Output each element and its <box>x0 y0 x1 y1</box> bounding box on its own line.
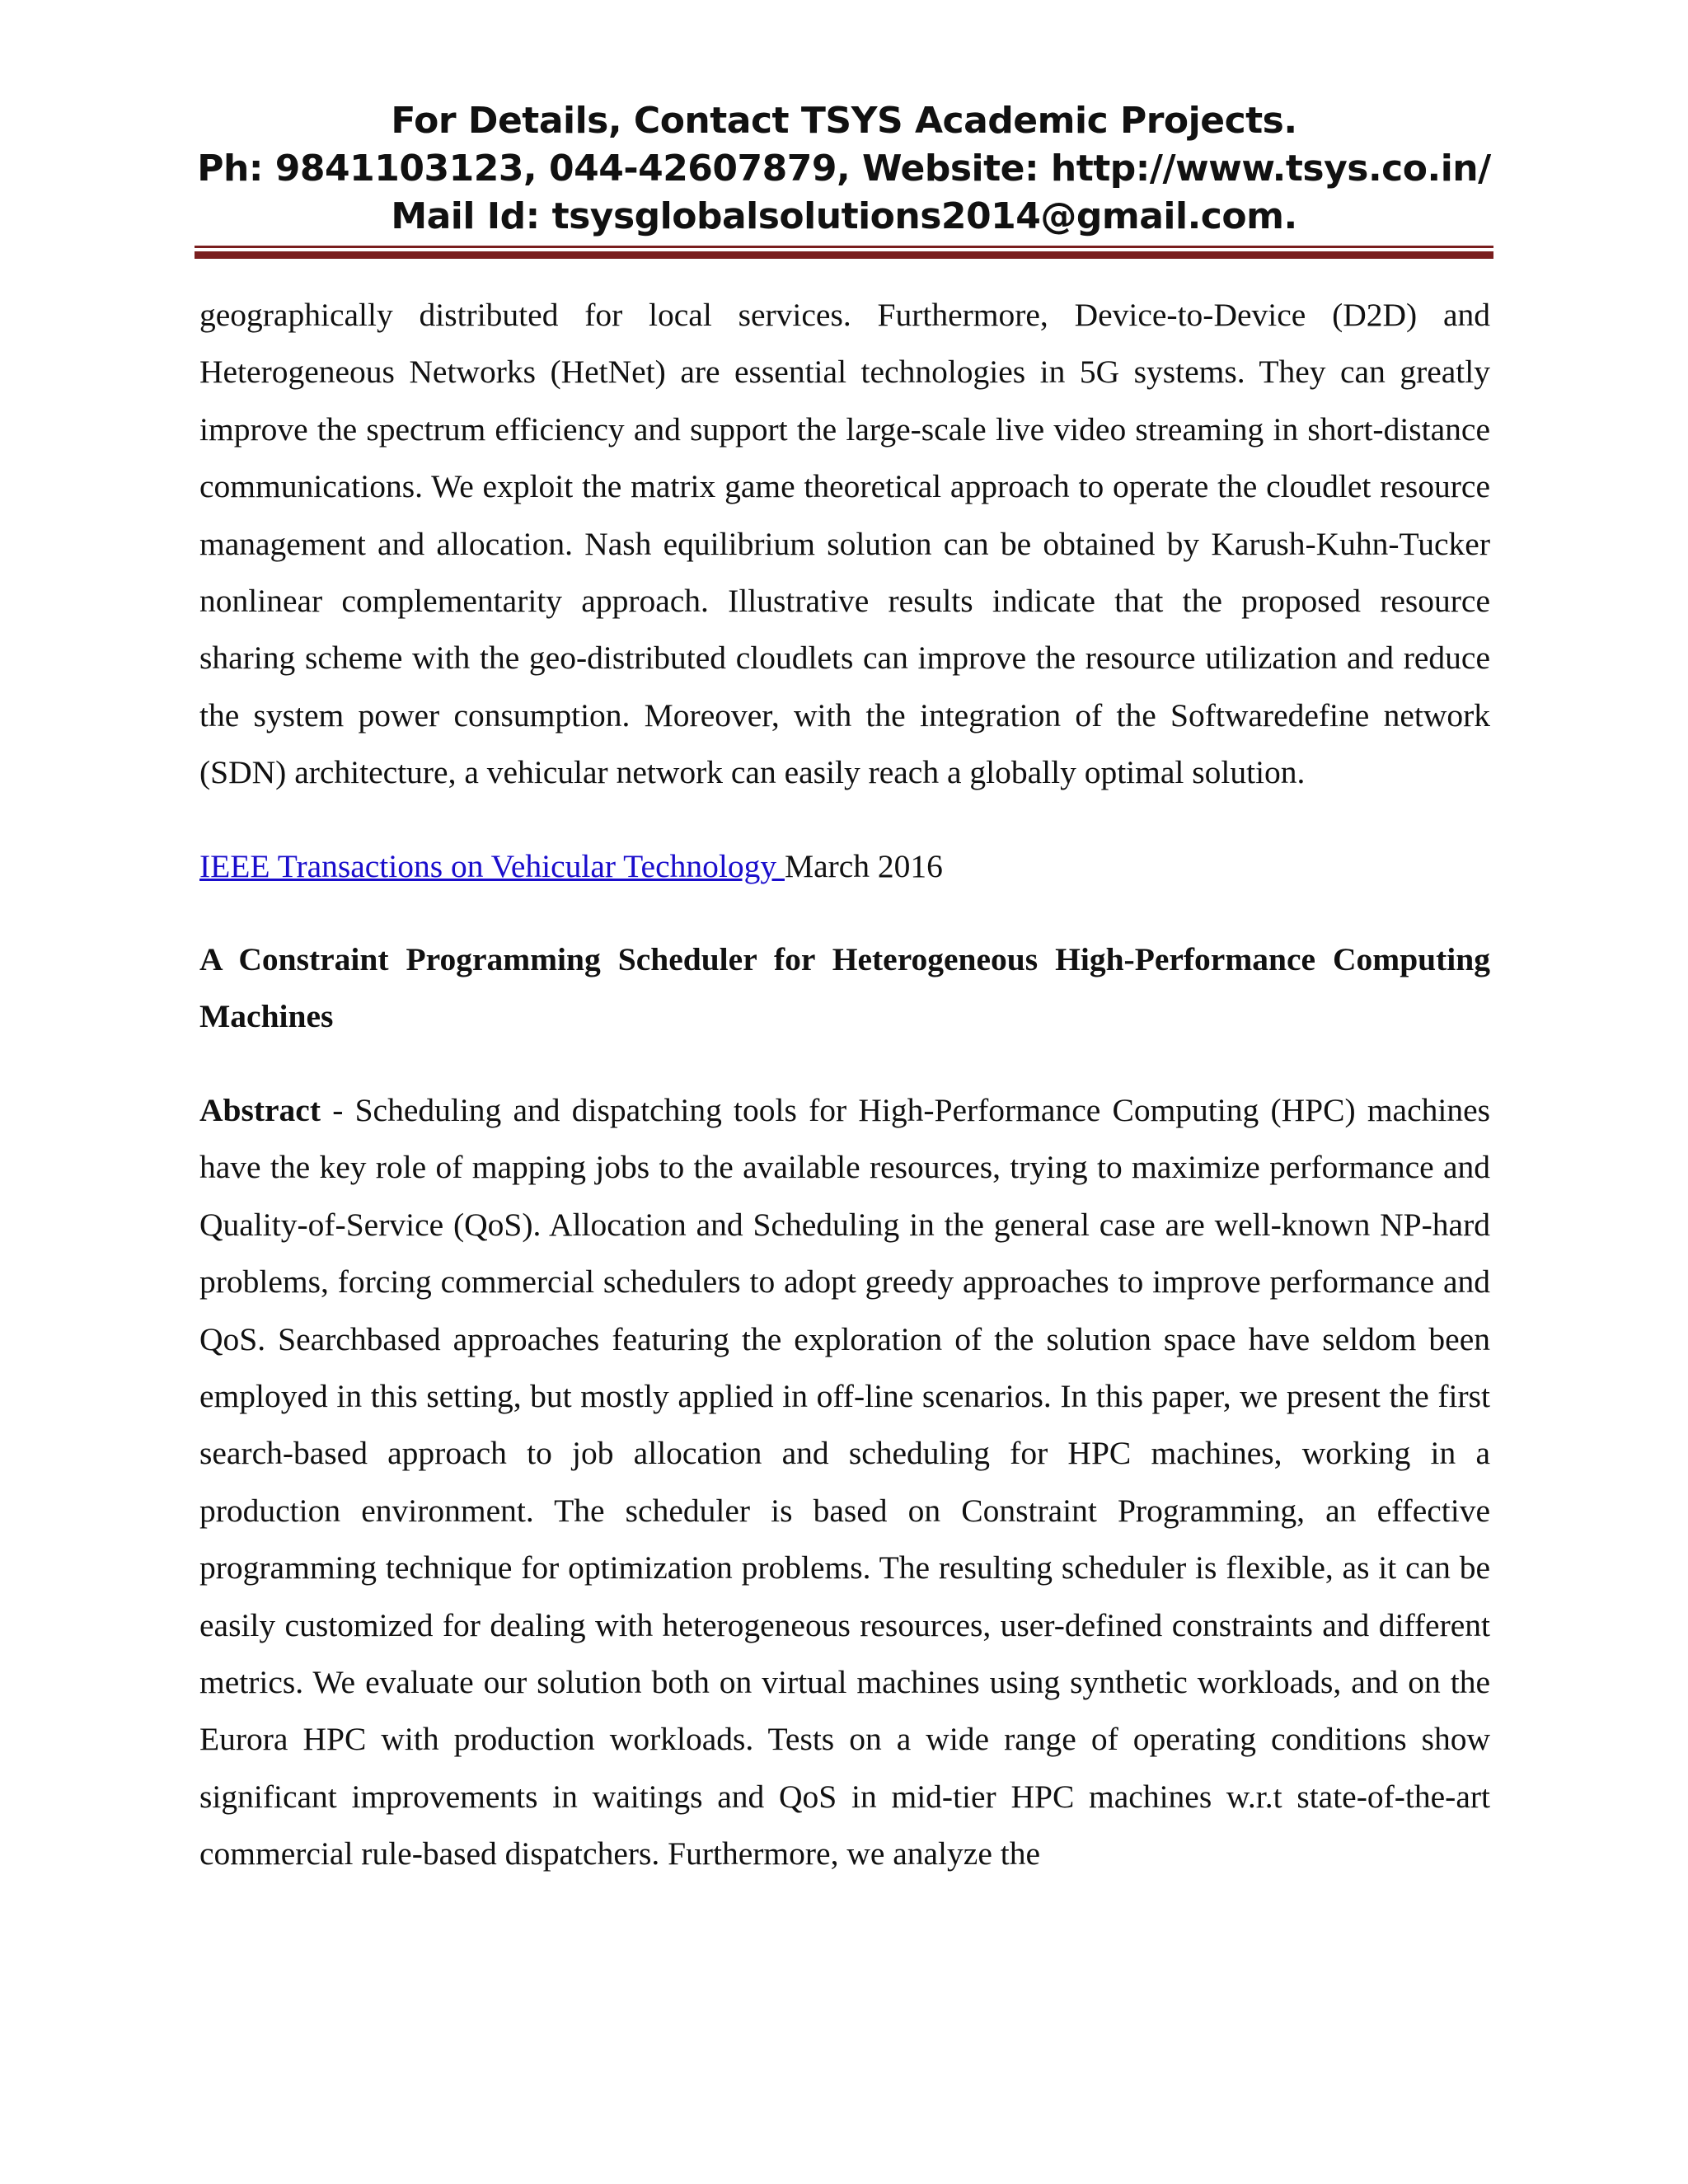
abstract-label: Abstract <box>199 1091 321 1128</box>
journal-reference <box>199 838 1490 895</box>
header-email: Mail Id: tsysglobalsolutions2014@gmail.com. <box>391 195 1297 237</box>
paper-title: A Constraint Programming Scheduler for Heterogeneous High-Performance Computing Machines <box>199 941 1490 1035</box>
journal-date: March 2016 <box>784 847 943 884</box>
paper-abstract <box>199 1082 1490 1883</box>
header-divider-thick <box>195 251 1493 259</box>
contact-header <box>195 97 1493 241</box>
header-title: For Details, Contact TSYS Academic Projects. <box>391 100 1297 142</box>
page-content <box>199 287 1490 1883</box>
journal-link[interactable]: IEEE Transactions on Vehicular Technology <box>199 847 785 884</box>
header-divider-thin <box>195 246 1493 248</box>
header-phone-website: Ph: 9841103123, 044-42607879, Website: http://www.tsys.co.in/ <box>197 148 1491 190</box>
abstract-text: - Scheduling and dispatching tools for High-Performance Computing (HPC) machines have the key role of mapping jobs to the available resources, trying to maximize performance and Quality-of-Service (QoS). Allocation and Scheduling in the general case are well-known NP-hard problems, forcing commercial schedulers to adopt greedy approaches to improve performance and QoS. Searchbased approaches featuring the exploration of the solution space have seldom been employed in this setting, but mostly applied in off-line scenarios. In this paper, we present the first search-based approach to job allocation and scheduling for HPC machines, working in a production environment. The scheduler is based on Constraint Programming, an effective programming technique for optimization problems. The resulting scheduler is flexible, as it can be easily customized for dealing with heterogeneous resources, user-defined constraints and different metrics. We evaluate our solution both on virtual machines using synthetic workloads, and on the Eurora HPC with production workloads. Tests on a wide range of operating conditions show significant improvements in waitings and QoS in mid-tier HPC machines w.r.t state-of-the-art commercial rule-based dispatchers. Furthermore, we analyze the <box>199 1091 1490 1872</box>
previous-abstract-continuation: geographically distributed for local services. Furthermore, Device-to-Device (D2D) and Heterogeneous Networks (HetNet) are essential technologies in 5G systems. They can greatly improve the spectrum efficiency and support the large-scale live video streaming in short-distance communications. We exploit the matrix game theoretical approach to operate the cloudlet resource management and allocation. Nash equilibrium solution can be obtained by Karush-Kuhn-Tucker nonlinear complementarity approach. Illustrative results indicate that the proposed resource sharing scheme with the geo-distributed cloudlets can improve the resource utilization and reduce the system power consumption. Moreover, with the integration of the Softwaredefine network (SDN) architecture, a vehicular network can easily reach a globally optimal solution. <box>199 297 1490 791</box>
